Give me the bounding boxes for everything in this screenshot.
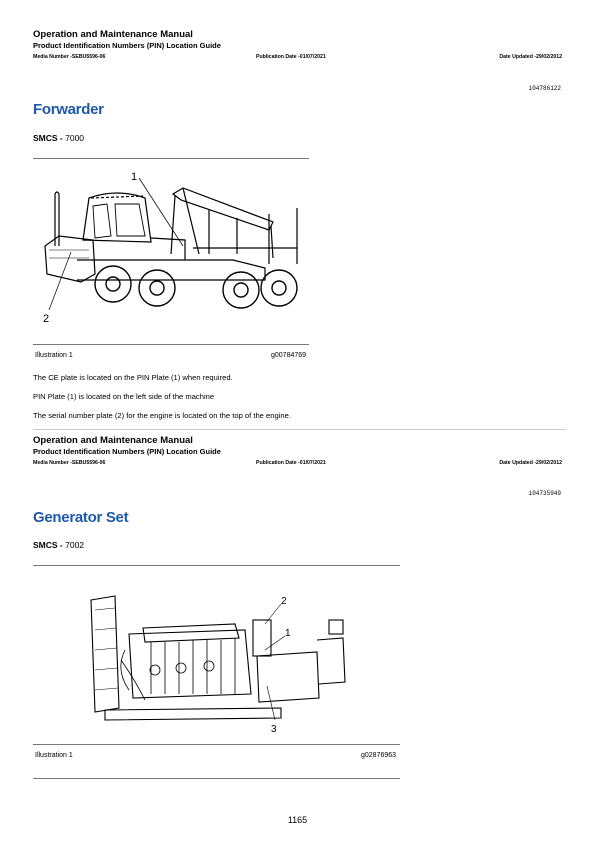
section-end-rule: [33, 778, 400, 779]
manual-title: Operation and Maintenance Manual: [33, 29, 193, 40]
callout-3: 3: [271, 724, 277, 735]
paragraph: The CE plate is located on the PIN Plate (1) when required.: [33, 373, 233, 382]
media-number: Media Number -SEBU5596-06: [33, 460, 106, 466]
media-number: Media Number -SEBU5596-06: [33, 54, 106, 60]
illustration-top-rule: [33, 565, 400, 566]
section-heading: Forwarder: [33, 101, 104, 118]
illustration-caption: Illustration 1: [35, 352, 73, 359]
paragraph: PIN Plate (1) is located on the left side of the machine: [33, 392, 215, 401]
illustration-bottom-rule: [33, 344, 309, 345]
smcs-label: SMCS -: [33, 133, 63, 143]
publication-date: Publication Date -01/07/2021: [256, 54, 326, 60]
page-number: 1165: [287, 815, 308, 825]
callout-1: 1: [285, 628, 291, 639]
publication-date: Publication Date -01/07/2021: [256, 460, 326, 466]
section-separator: [33, 429, 566, 430]
manual-subtitle: Product Identification Numbers (PIN) Location Guide: [33, 447, 221, 456]
document-id: i04786122: [528, 85, 561, 92]
callout-2: 2: [281, 596, 287, 607]
smcs-code: [33, 540, 84, 550]
illustration-caption: Illustration 1: [35, 752, 73, 759]
generator-set-illustration: [85, 590, 355, 740]
smcs-value: 7000: [65, 133, 85, 143]
forwarder-illustration: [33, 164, 309, 340]
manual-title: Operation and Maintenance Manual: [33, 435, 193, 446]
date-updated: Date Updated -29/02/2012: [499, 54, 562, 60]
graphic-id: g00784769: [271, 352, 307, 359]
paragraph: The serial number plate (2) for the engine is located on the top of the engine.: [33, 411, 291, 420]
callout-1: 1: [131, 171, 138, 183]
manual-subtitle: Product Identification Numbers (PIN) Location Guide: [33, 41, 221, 50]
document-id: i04735949: [528, 490, 561, 497]
callout-2: 2: [43, 313, 50, 325]
section-heading: Generator Set: [33, 509, 129, 526]
smcs-value: 7002: [65, 540, 85, 550]
smcs-label: SMCS -: [33, 540, 63, 550]
smcs-code: [33, 133, 84, 143]
date-updated: Date Updated -29/02/2012: [499, 460, 562, 466]
illustration-bottom-rule: [33, 744, 400, 745]
graphic-id: g02876963: [361, 752, 397, 759]
illustration-top-rule: [33, 158, 309, 159]
